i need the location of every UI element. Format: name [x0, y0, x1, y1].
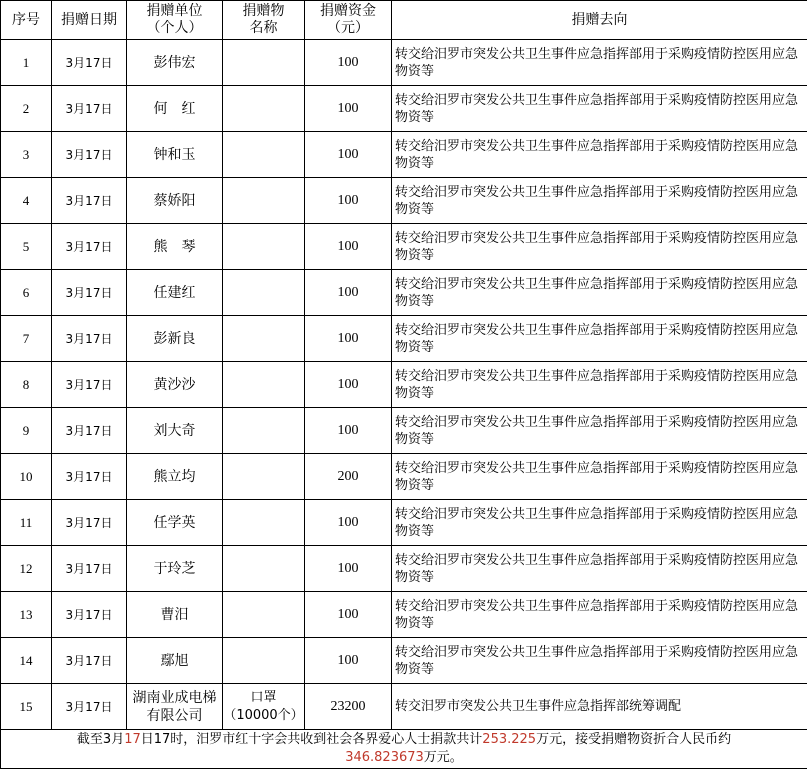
row-date: 3月17日 — [52, 362, 127, 408]
row-amount: 100 — [305, 86, 392, 132]
row-purpose: 转交汨罗市突发公共卫生事件应急指挥部统筹调配 — [392, 684, 807, 730]
table-row — [1, 270, 807, 316]
header-donor-line2: （个人） — [146, 20, 203, 36]
header-donor-line1: 捐赠单位 — [146, 3, 203, 19]
row-amount: 100 — [305, 638, 392, 684]
table-row — [1, 178, 807, 224]
row-item — [223, 224, 305, 270]
row-amount: 23200 — [305, 684, 392, 730]
row-amount: 100 — [305, 132, 392, 178]
header-item-line1: 捐赠物 — [242, 3, 285, 19]
row-amount: 100 — [305, 40, 392, 86]
row-purpose: 转交给汨罗市突发公共卫生事件应急指挥部用于采购疫情防控医用应急物资等 — [392, 592, 807, 638]
row-amount: 100 — [305, 408, 392, 454]
table-row — [1, 316, 807, 362]
row-donor-line1: 湖南业成电梯 — [132, 689, 217, 706]
row-amount: 100 — [305, 546, 392, 592]
row-amount: 100 — [305, 500, 392, 546]
row-item — [223, 546, 305, 592]
footer-text-1: 截至3月 — [76, 732, 125, 747]
row-item — [223, 638, 305, 684]
table-body — [1, 40, 807, 730]
footer-date-day: 17 — [124, 732, 141, 747]
row-donor: 任学英 — [127, 500, 223, 546]
row-donor: 熊立均 — [127, 454, 223, 500]
header-item — [223, 1, 305, 40]
row-index: 5 — [1, 224, 52, 270]
row-purpose: 转交给汨罗市突发公共卫生事件应急指挥部用于采购疫情防控医用应急物资等 — [392, 178, 807, 224]
row-index: 1 — [1, 40, 52, 86]
row-donor — [127, 684, 223, 730]
row-purpose: 转交给汨罗市突发公共卫生事件应急指挥部用于采购疫情防控医用应急物资等 — [392, 132, 807, 178]
row-item — [223, 454, 305, 500]
table-row — [1, 638, 807, 684]
row-item — [223, 500, 305, 546]
row-purpose: 转交给汨罗市突发公共卫生事件应急指挥部用于采购疫情防控医用应急物资等 — [392, 408, 807, 454]
row-purpose: 转交给汨罗市突发公共卫生事件应急指挥部用于采购疫情防控医用应急物资等 — [392, 454, 807, 500]
row-date: 3月17日 — [52, 408, 127, 454]
row-index: 11 — [1, 500, 52, 546]
row-index: 14 — [1, 638, 52, 684]
footer-text-2: 日17时，汨罗市红十字会共收到社会各界爱心人士捐款共计 — [140, 732, 483, 747]
row-donor: 黄沙沙 — [127, 362, 223, 408]
row-date: 3月17日 — [52, 316, 127, 362]
row-amount: 100 — [305, 178, 392, 224]
header-amount-line1: 捐赠资金 — [320, 3, 376, 19]
row-index: 6 — [1, 270, 52, 316]
row-purpose: 转交给汨罗市突发公共卫生事件应急指挥部用于采购疫情防控医用应急物资等 — [392, 500, 807, 546]
row-amount: 100 — [305, 224, 392, 270]
row-date: 3月17日 — [52, 454, 127, 500]
row-item — [223, 270, 305, 316]
row-index: 8 — [1, 362, 52, 408]
row-date: 3月17日 — [52, 592, 127, 638]
table-row-company — [1, 684, 807, 730]
row-purpose: 转交给汨罗市突发公共卫生事件应急指挥部用于采购疫情防控医用应急物资等 — [392, 86, 807, 132]
table-row — [1, 40, 807, 86]
row-item — [223, 362, 305, 408]
table-row — [1, 454, 807, 500]
row-donor: 任建红 — [127, 270, 223, 316]
row-date: 3月17日 — [52, 638, 127, 684]
row-item-line1: 口罩 — [250, 689, 277, 705]
header-amount-line2: （元） — [327, 20, 369, 36]
row-donor: 刘大奇 — [127, 408, 223, 454]
row-date: 3月17日 — [52, 178, 127, 224]
row-date: 3月17日 — [52, 270, 127, 316]
table-row — [1, 132, 807, 178]
row-purpose: 转交给汨罗市突发公共卫生事件应急指挥部用于采购疫情防控医用应急物资等 — [392, 40, 807, 86]
table-row — [1, 408, 807, 454]
header-donor — [127, 1, 223, 40]
row-donor: 于玲芝 — [127, 546, 223, 592]
row-donor: 何 红 — [127, 86, 223, 132]
row-donor: 鄢旭 — [127, 638, 223, 684]
row-index: 9 — [1, 408, 52, 454]
row-donor: 曹汨 — [127, 592, 223, 638]
row-item — [223, 408, 305, 454]
row-index: 2 — [1, 86, 52, 132]
row-date: 3月17日 — [52, 224, 127, 270]
table-row — [1, 592, 807, 638]
row-donor: 熊 琴 — [127, 224, 223, 270]
summary-footer — [1, 730, 807, 769]
row-purpose: 转交给汨罗市突发公共卫生事件应急指挥部用于采购疫情防控医用应急物资等 — [392, 546, 807, 592]
row-index: 13 — [1, 592, 52, 638]
row-date: 3月17日 — [52, 132, 127, 178]
footer-goods-total: 346.823673 — [345, 750, 424, 765]
table-header — [1, 1, 807, 40]
row-amount: 100 — [305, 316, 392, 362]
table-row — [1, 362, 807, 408]
table-row — [1, 546, 807, 592]
header-date: 捐赠日期 — [52, 1, 127, 40]
footer-text-4: 万元。 — [423, 750, 463, 765]
header-purpose: 捐赠去向 — [392, 1, 807, 40]
row-donor: 蔡娇阳 — [127, 178, 223, 224]
row-amount: 200 — [305, 454, 392, 500]
header-index: 序号 — [1, 1, 52, 40]
row-donor: 彭伟宏 — [127, 40, 223, 86]
row-amount: 100 — [305, 592, 392, 638]
row-purpose: 转交给汨罗市突发公共卫生事件应急指挥部用于采购疫情防控医用应急物资等 — [392, 224, 807, 270]
row-purpose: 转交给汨罗市突发公共卫生事件应急指挥部用于采购疫情防控医用应急物资等 — [392, 270, 807, 316]
row-donor-line2: 有限公司 — [146, 707, 203, 724]
row-item — [223, 86, 305, 132]
table-row — [1, 224, 807, 270]
row-item — [223, 40, 305, 86]
row-donor: 彭新良 — [127, 316, 223, 362]
row-index: 3 — [1, 132, 52, 178]
row-amount: 100 — [305, 362, 392, 408]
table-row — [1, 500, 807, 546]
row-purpose: 转交给汨罗市突发公共卫生事件应急指挥部用于采购疫情防控医用应急物资等 — [392, 316, 807, 362]
header-item-line2: 名称 — [249, 20, 278, 36]
row-index: 15 — [1, 684, 52, 730]
row-date: 3月17日 — [52, 500, 127, 546]
footer-cash-total: 253.225 — [482, 732, 537, 747]
row-purpose: 转交给汨罗市突发公共卫生事件应急指挥部用于采购疫情防控医用应急物资等 — [392, 362, 807, 408]
footer-text-3: 万元，接受捐赠物资折合人民币约 — [536, 732, 732, 747]
header-amount — [305, 1, 392, 40]
row-date: 3月17日 — [52, 684, 127, 730]
row-index: 12 — [1, 546, 52, 592]
row-date: 3月17日 — [52, 40, 127, 86]
table-row — [1, 86, 807, 132]
row-date: 3月17日 — [52, 546, 127, 592]
row-item — [223, 132, 305, 178]
row-item — [223, 178, 305, 224]
row-amount: 100 — [305, 270, 392, 316]
row-index: 7 — [1, 316, 52, 362]
row-index: 10 — [1, 454, 52, 500]
row-date: 3月17日 — [52, 86, 127, 132]
row-item — [223, 316, 305, 362]
row-item — [223, 684, 305, 730]
row-purpose: 转交给汨罗市突发公共卫生事件应急指挥部用于采购疫情防控医用应急物资等 — [392, 638, 807, 684]
row-item-line2: （10000个） — [223, 707, 304, 723]
row-item — [223, 592, 305, 638]
row-donor: 钟和玉 — [127, 132, 223, 178]
row-index: 4 — [1, 178, 52, 224]
